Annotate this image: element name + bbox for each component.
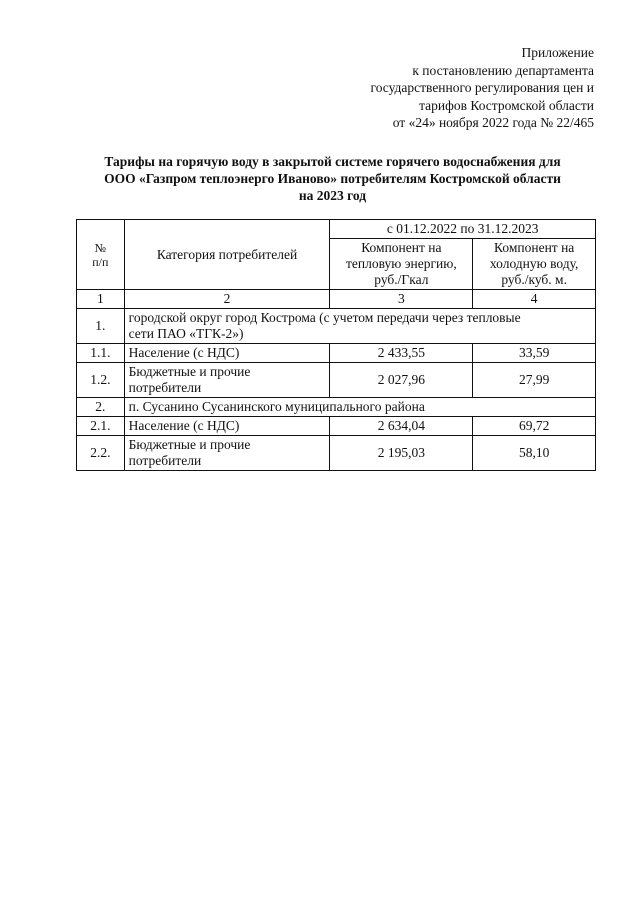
title-line: Тарифы на горячую воду в закрытой системе горячего водоснабжения для — [104, 154, 561, 169]
header-num-line: № — [94, 240, 107, 255]
row-num-cell: 2.1. — [77, 417, 125, 436]
row-heat-cell: 2 433,55 — [330, 344, 473, 363]
row-heat-cell: 2 027,96 — [330, 363, 473, 398]
table-row — [77, 363, 596, 398]
header-cold-line: холодную воду, — [489, 256, 579, 271]
section-num-cell: 2. — [77, 398, 125, 417]
row-category-cell — [124, 436, 330, 471]
row-heat-cell: 2 195,03 — [330, 436, 473, 471]
header-heat-cell — [330, 239, 473, 290]
section-title-cell: п. Сусанино Сусанинского муниципального района — [124, 398, 595, 417]
row-heat-cell: 2 634,04 — [330, 417, 473, 436]
appendix-line: к постановлению департамента — [412, 62, 594, 78]
row-category-cell — [124, 363, 330, 398]
column-number-cell: 2 — [124, 290, 330, 309]
header-period-cell: с 01.12.2022 по 31.12.2023 — [330, 220, 596, 239]
header-category-cell: Категория потребителей — [124, 220, 330, 290]
header-cold-line: руб./куб. м. — [501, 272, 567, 287]
row-category-cell: Население (с НДС) — [124, 417, 330, 436]
row-category-line: Бюджетные и прочие — [128, 364, 251, 379]
tariff-table — [76, 219, 596, 471]
header-heat-line: руб./Гкал — [374, 272, 429, 287]
table-row — [77, 344, 596, 363]
section-num-cell: 1. — [77, 309, 125, 344]
row-num-cell: 1.1. — [77, 344, 125, 363]
header-heat-line: Компонент на — [361, 240, 442, 255]
header-num-cell — [77, 220, 125, 290]
header-cold-cell — [473, 239, 596, 290]
section-row — [77, 398, 596, 417]
table-row — [77, 436, 596, 471]
row-category-line: потребители — [128, 380, 202, 395]
row-cold-cell: 27,99 — [473, 363, 596, 398]
section-title-line: городской округ город Кострома (с учетом передачи через тепловые — [128, 310, 521, 325]
column-number-cell: 4 — [473, 290, 596, 309]
title-line: на 2023 год — [298, 188, 367, 203]
section-row — [77, 309, 596, 344]
row-category-line: потребители — [128, 453, 202, 468]
row-category-cell: Население (с НДС) — [124, 344, 330, 363]
row-cold-cell: 69,72 — [473, 417, 596, 436]
appendix-line: тарифов Костромской области — [419, 97, 594, 113]
table-row — [77, 417, 596, 436]
column-numbers-row — [77, 290, 596, 309]
row-cold-cell: 58,10 — [473, 436, 596, 471]
title-line: ООО «Газпром теплоэнерго Иваново» потребителям Костромской области — [104, 171, 561, 186]
section-title-cell — [124, 309, 595, 344]
appendix-line: государственного регулирования цен и — [370, 80, 594, 95]
header-cold-line: Компонент на — [494, 240, 575, 255]
appendix-line: Приложение — [521, 45, 594, 60]
header-heat-line: тепловую энергию, — [346, 256, 457, 271]
header-num-line: п/п — [92, 254, 109, 269]
row-category-line: Бюджетные и прочие — [128, 437, 251, 452]
section-title-line: сети ПАО «ТГК-2») — [128, 326, 244, 341]
row-num-cell: 1.2. — [77, 363, 125, 398]
appendix-line: от «24» ноября 2022 года № 22/465 — [392, 115, 594, 130]
appendix-header — [371, 44, 594, 132]
table-header-row — [77, 220, 596, 239]
row-num-cell: 2.2. — [77, 436, 125, 471]
row-cold-cell: 33,59 — [473, 344, 596, 363]
column-number-cell: 3 — [330, 290, 473, 309]
column-number-cell: 1 — [77, 290, 125, 309]
document-title — [70, 153, 595, 204]
